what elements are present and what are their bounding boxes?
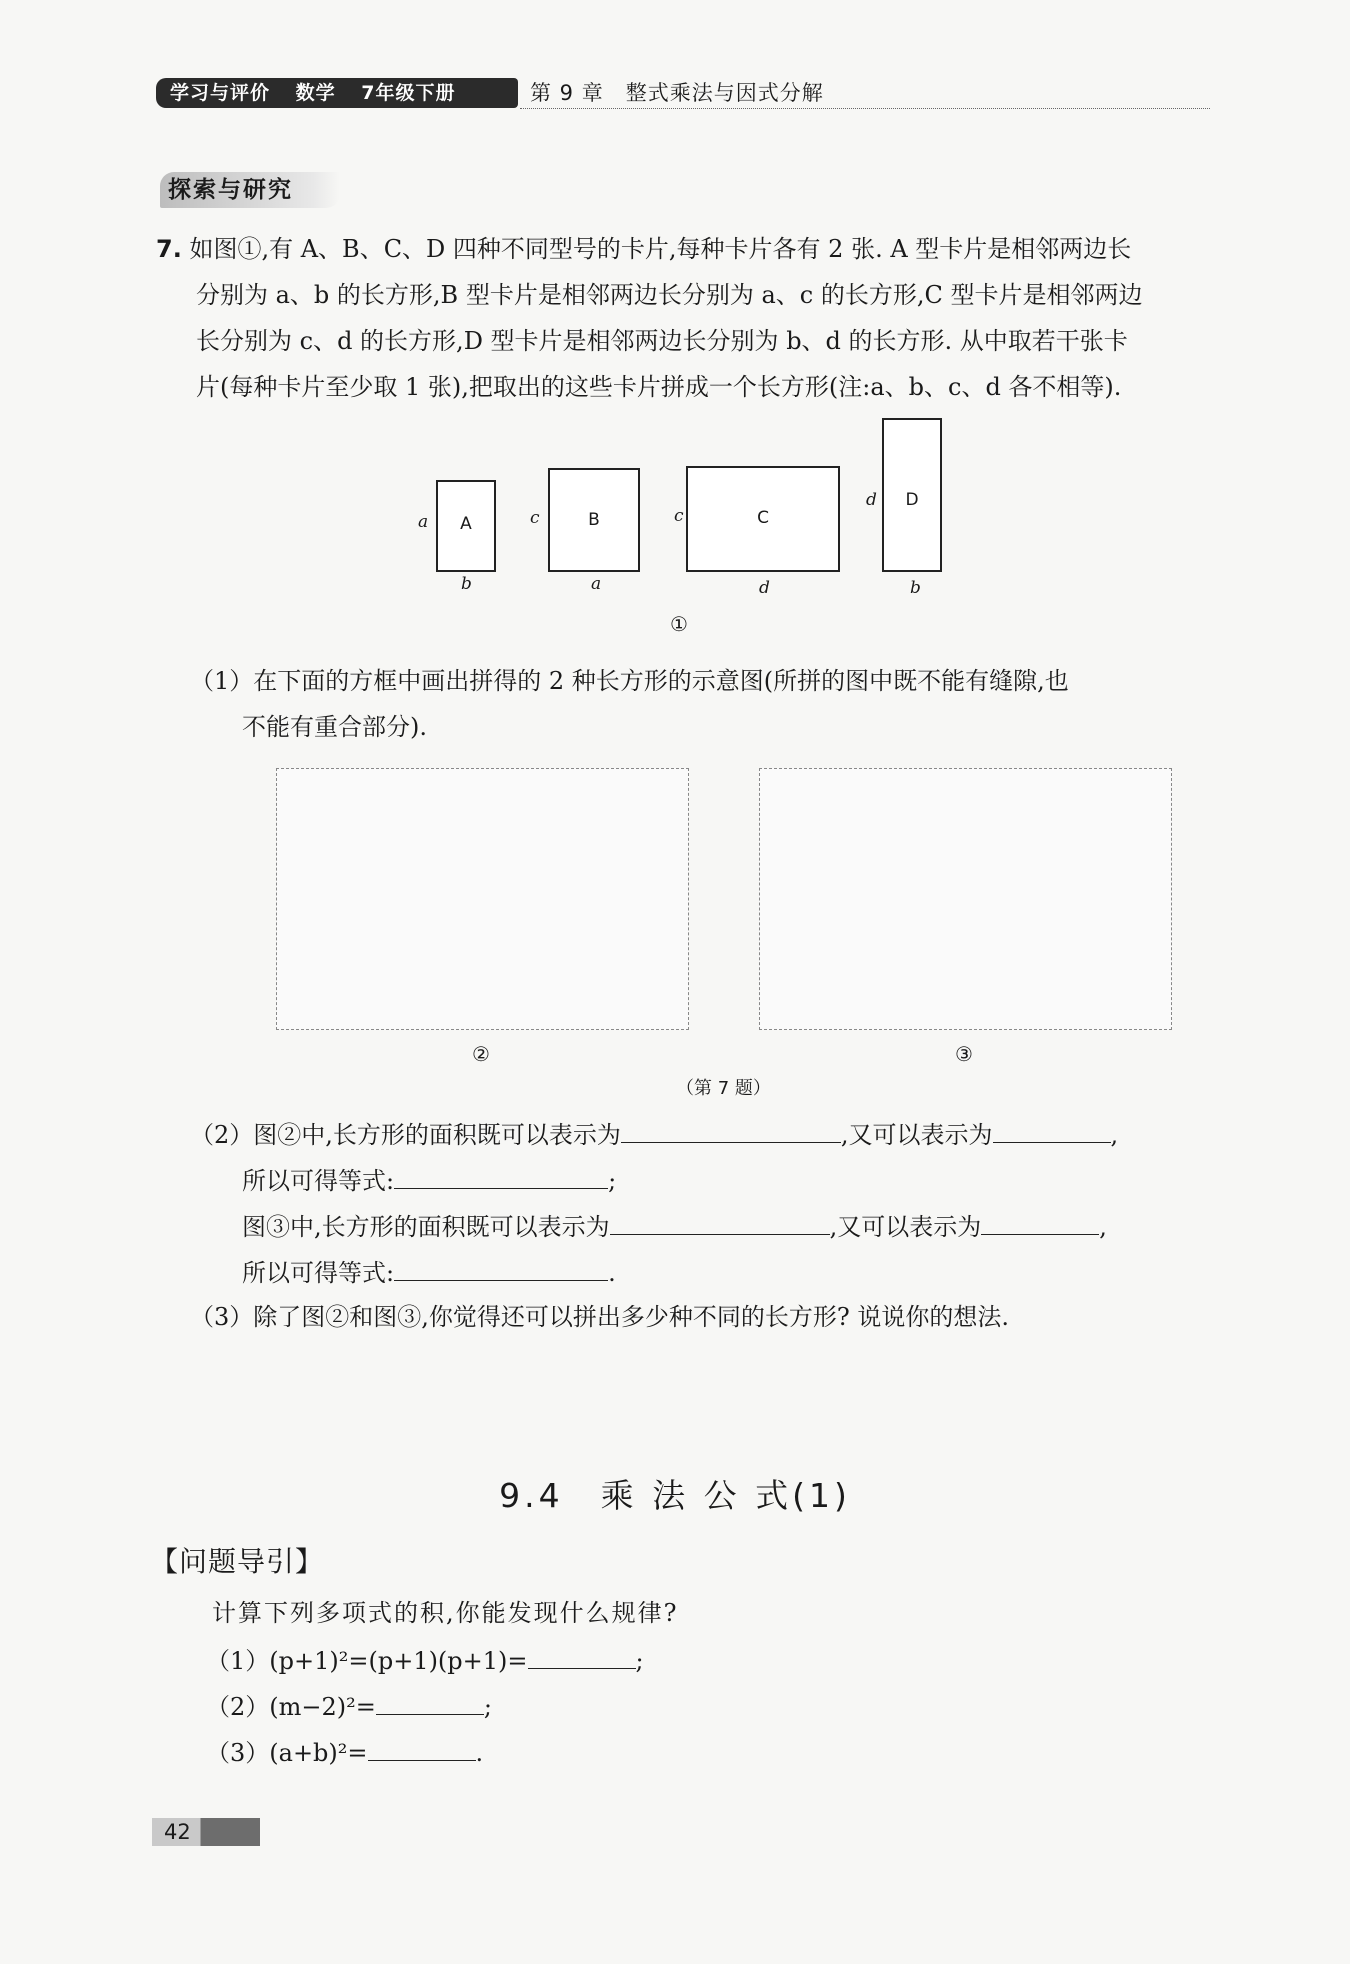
card-a-side: a — [418, 512, 429, 532]
answer-blank-3c[interactable] — [394, 1248, 608, 1281]
section-title: 9.4 乘 法 公 式(1) — [499, 1476, 851, 1515]
card-a: A — [436, 480, 496, 572]
card-a-bottom: b — [461, 574, 472, 594]
guide-blank-2[interactable] — [376, 1682, 484, 1715]
q7-number: 7. — [156, 235, 182, 263]
part1-line-1: （1）在下面的方框中画出拼得的 2 种长方形的示意图(所拼的图中既不能有缝隙,也 — [190, 667, 1069, 695]
answer-blank-2c[interactable] — [394, 1156, 608, 1189]
guide-title: 【问题导引】 — [150, 1545, 325, 1578]
card-c-side: c — [674, 506, 684, 526]
answer-blank-2a[interactable] — [621, 1110, 841, 1143]
card-b-bottom: a — [591, 574, 602, 594]
section-tag: 探索与研究 — [160, 172, 340, 208]
grade: 7年级下册 — [361, 82, 456, 104]
card-d: D — [882, 418, 942, 572]
header-badge — [156, 78, 518, 108]
book-title: 学习与评价 — [170, 82, 271, 104]
chapter-title: 第 9 章 整式乘法与因式分解 — [530, 81, 824, 105]
guide-item-2: （2）(m−2)²= ; — [206, 1682, 492, 1730]
figure-1-label: ① — [670, 612, 688, 636]
part2-line-4: 所以可得等式: . — [242, 1248, 616, 1296]
guide-intro: 计算下列多项式的积,你能发现什么规律? — [212, 1599, 679, 1627]
q7-line-3: 长分别为 c、d 的长方形,D 型卡片是相邻两边长分别为 b、d 的长方形. 从中取若干张卡 — [196, 327, 1128, 355]
part3-line: （3）除了图②和图③,你觉得还可以拼出多少种不同的长方形? 说说你的想法. — [190, 1303, 1010, 1331]
card-c-bottom: d — [759, 578, 770, 598]
card-b: B — [548, 468, 640, 572]
answer-blank-3a[interactable] — [610, 1202, 830, 1235]
guide-blank-3[interactable] — [368, 1728, 476, 1761]
part2-line-1: （2）图②中,长方形的面积既可以表示为 ,又可以表示为 , — [190, 1110, 1118, 1158]
subject: 数学 — [295, 82, 336, 104]
guide-item-3: （3）(a+b)²= . — [206, 1728, 483, 1776]
answer-blank-2b[interactable] — [993, 1110, 1111, 1143]
part2-line-2: 所以可得等式: ; — [242, 1156, 616, 1204]
q7-line-2: 分别为 a、b 的长方形,B 型卡片是相邻两边长分别为 a、c 的长方形,C 型卡片是相邻两边 — [196, 281, 1143, 309]
card-b-side: c — [530, 508, 540, 528]
q7-line-1: 7. 如图①,有 A、B、C、D 四种不同型号的卡片,每种卡片各有 2 张. A 型卡片是相邻两边长 — [156, 235, 1132, 263]
drawing-box-3[interactable] — [759, 768, 1172, 1030]
figure-2-label: ② — [472, 1042, 490, 1066]
q7-line-4: 片(每种卡片至少取 1 张),把取出的这些卡片拼成一个长方形(注:a、b、c、d 各不相等). — [196, 373, 1122, 401]
guide-item-1: （1）(p+1)²=(p+1)(p+1)= ; — [206, 1636, 644, 1684]
figure-3-label: ③ — [955, 1042, 973, 1066]
card-c: C — [686, 466, 840, 572]
card-d-side: d — [866, 490, 877, 510]
figure-caption: （第 7 题） — [676, 1078, 771, 1099]
card-d-bottom: b — [910, 578, 921, 598]
drawing-box-2[interactable] — [276, 768, 689, 1030]
answer-blank-3b[interactable] — [981, 1202, 1099, 1235]
page-number: 42 — [152, 1818, 260, 1846]
header-rule — [520, 108, 1210, 109]
part1-line-2: 不能有重合部分). — [242, 713, 427, 741]
part2-line-3: 图③中,长方形的面积既可以表示为 ,又可以表示为 , — [242, 1202, 1107, 1250]
guide-blank-1[interactable] — [528, 1636, 636, 1669]
